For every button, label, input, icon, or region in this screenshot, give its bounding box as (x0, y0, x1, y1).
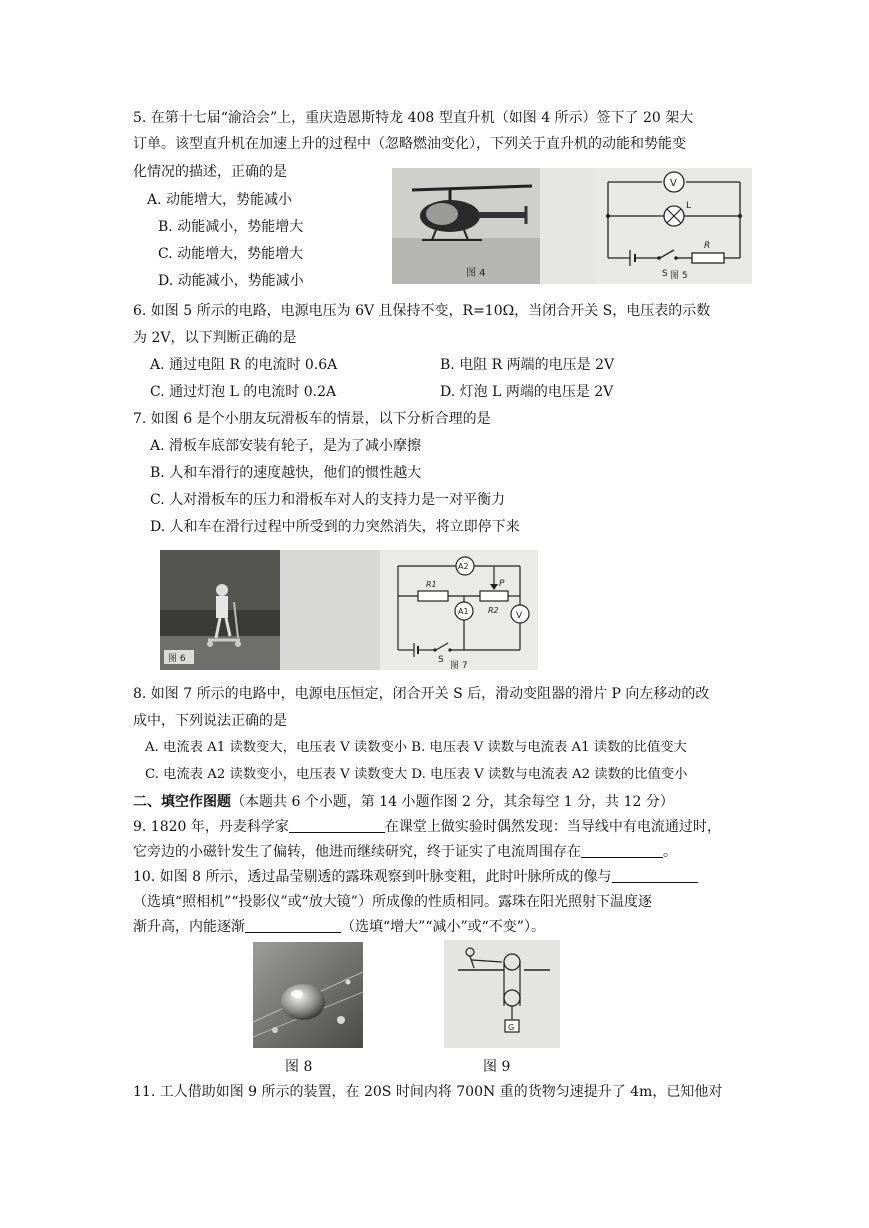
q10-blank-2[interactable] (245, 918, 341, 933)
q9-blank-2[interactable] (581, 843, 663, 858)
figure-9-pulley-diagram (444, 940, 560, 1048)
q7-line-1: 7. 如图 6 是个小朋友玩滑板车的情景，以下分析合理的是 (133, 411, 491, 427)
q9-text-c: 它旁边的小磁针发生了偏转，他进而继续研究，终于证实了电流周围存在 (133, 844, 581, 860)
q10-text-a: 10. 如图 8 所示，透过晶莹剔透的露珠观察到叶脉变粗，此时叶脉所成的像与 (133, 869, 612, 885)
resistor-r1-symbol (418, 591, 448, 601)
q6-line-2: 为 2V，以下判断正确的是 (133, 330, 297, 346)
q11-line-1: 11. 工人借助如图 9 所示的装置，在 20S 时间内将 700N 重的货物匀速提升了 4m，已知他对 (133, 1084, 723, 1100)
figure-6-scooter-photo (160, 550, 280, 670)
q10-text-d: （选填“增大”“减小”或“不变”）。 (341, 919, 545, 935)
q7-option-b: B. 人和车滑行的速度越快，他们的惯性越大 (150, 465, 422, 481)
section-2-header (133, 793, 674, 811)
figure-7-caption: 图 7 (450, 661, 468, 670)
q6-option-d: D. 灯泡 L 两端的电压是 2V (440, 384, 614, 400)
q6-line-1: 6. 如图 5 所示的电路，电源电压为 6V 且保持不变，R=10Ω，当闭合开关 S，电压表的示数 (133, 303, 711, 319)
q10-line-2: （选填“照相机”“投影仪”或“放大镜”）所成像的性质相同。露珠在阳光照射下温度逐 (133, 894, 652, 910)
q5-option-d: D. 动能减小，势能减小 (158, 273, 304, 289)
figure-4-caption: 图 4 (466, 268, 486, 279)
q6-option-c: C. 通过灯泡 L 的电流时 0.2A (150, 384, 337, 400)
q5-line-1: 5. 在第十七届“渝洽会”上，重庆造恩斯特龙 408 型直升机（如图 4 所示）签下了 20 架大 (133, 110, 694, 126)
resistor-r1-label: R1 (426, 580, 437, 589)
resistor-symbol (692, 253, 724, 263)
q9-text-d: 。 (663, 844, 677, 860)
q5-line-3: 化情况的描述，正确的是 (133, 164, 287, 180)
voltmeter-label-fig7: V (516, 611, 523, 621)
figure-6-caption: 图 6 (168, 654, 186, 664)
dewdrop-shape (281, 984, 325, 1020)
q8-line-1: 8. 如图 7 所示的电路中，电源电压恒定，闭合开关 S 后，滑动变阻器的滑片 P 向左移动的改 (133, 686, 710, 702)
resistor-label: R (704, 241, 711, 251)
rheostat-r2-label: R2 (488, 606, 499, 615)
slider-p-label: P (499, 579, 505, 589)
figure-9-caption: 图 9 (483, 1059, 511, 1075)
q10-line-1 (133, 868, 698, 886)
q7-option-a: A. 滑板车底部安装有轮子，是为了减小摩擦 (150, 438, 422, 454)
switch-label-fig7: S (438, 655, 444, 665)
voltmeter-label: V (670, 178, 677, 189)
rheostat-r2-symbol (480, 591, 508, 601)
q9-line-1 (133, 818, 721, 836)
q9-text-b: 在课堂上做实验时偶然发现：当导线中有电流通过时， (384, 819, 721, 835)
q8-line-2: 成中，下列说法正确的是 (133, 713, 287, 729)
q5-line-2: 订单。该型直升机在加速上升的过程中（忽略燃油变化），下列关于直升机的动能和势能变 (133, 136, 686, 152)
q10-blank-1[interactable] (612, 868, 698, 883)
q10-line-3 (133, 918, 545, 936)
q6-option-b: B. 电阻 R 两端的电压是 2V (440, 357, 615, 373)
q5-option-b: B. 动能减小，势能增大 (158, 219, 304, 235)
q9-line-2 (133, 843, 677, 861)
lamp-label: L (686, 201, 692, 211)
cargo-label: G (508, 1023, 515, 1032)
figure-8-caption: 图 8 (285, 1059, 313, 1075)
q5-option-c: C. 动能增大，势能增大 (158, 246, 304, 262)
q7-option-d: D. 人和车在滑行过程中所受到的力突然消失，将立即停下来 (150, 519, 520, 535)
figure-5-circuit (594, 168, 752, 284)
q10-text-c: 渐升高，内能逐渐 (133, 919, 245, 935)
q9-blank-1[interactable] (289, 818, 385, 833)
q9-text-a: 9. 1820 年，丹麦科学家 (133, 819, 289, 835)
figure-7-circuit (380, 550, 538, 670)
q7-option-c: C. 人对滑板车的压力和滑板车对人的支持力是一对平衡力 (150, 492, 506, 508)
ammeter-a1-label: A1 (458, 607, 469, 616)
q8-options-ab: A. 电流表 A1 读数变大，电压表 V 读数变小 B. 电压表 V 读数与电流表 A1 读数的比值变大 (145, 740, 687, 755)
q6-option-a: A. 通过电阻 R 的电流时 0.6A (150, 357, 338, 373)
figure-5-caption: 图 5 (670, 271, 688, 281)
section-2-note: （本题共 6 个小题，第 14 小题作图 2 分，其余每空 1 分，共 12 分） (231, 794, 674, 810)
switch-label: S (662, 269, 668, 279)
figure-8-dewdrop-photo (253, 942, 363, 1048)
ammeter-a2-label: A2 (458, 562, 469, 571)
section-2-title: 二、填空作图题 (133, 794, 231, 810)
q8-options-cd: C. 电流表 A2 读数变小，电压表 V 读数变大 D. 电压表 V 读数与电流表 A2 读数的比值变小 (145, 767, 688, 782)
q5-option-a: A. 动能增大，势能减小 (147, 192, 293, 208)
